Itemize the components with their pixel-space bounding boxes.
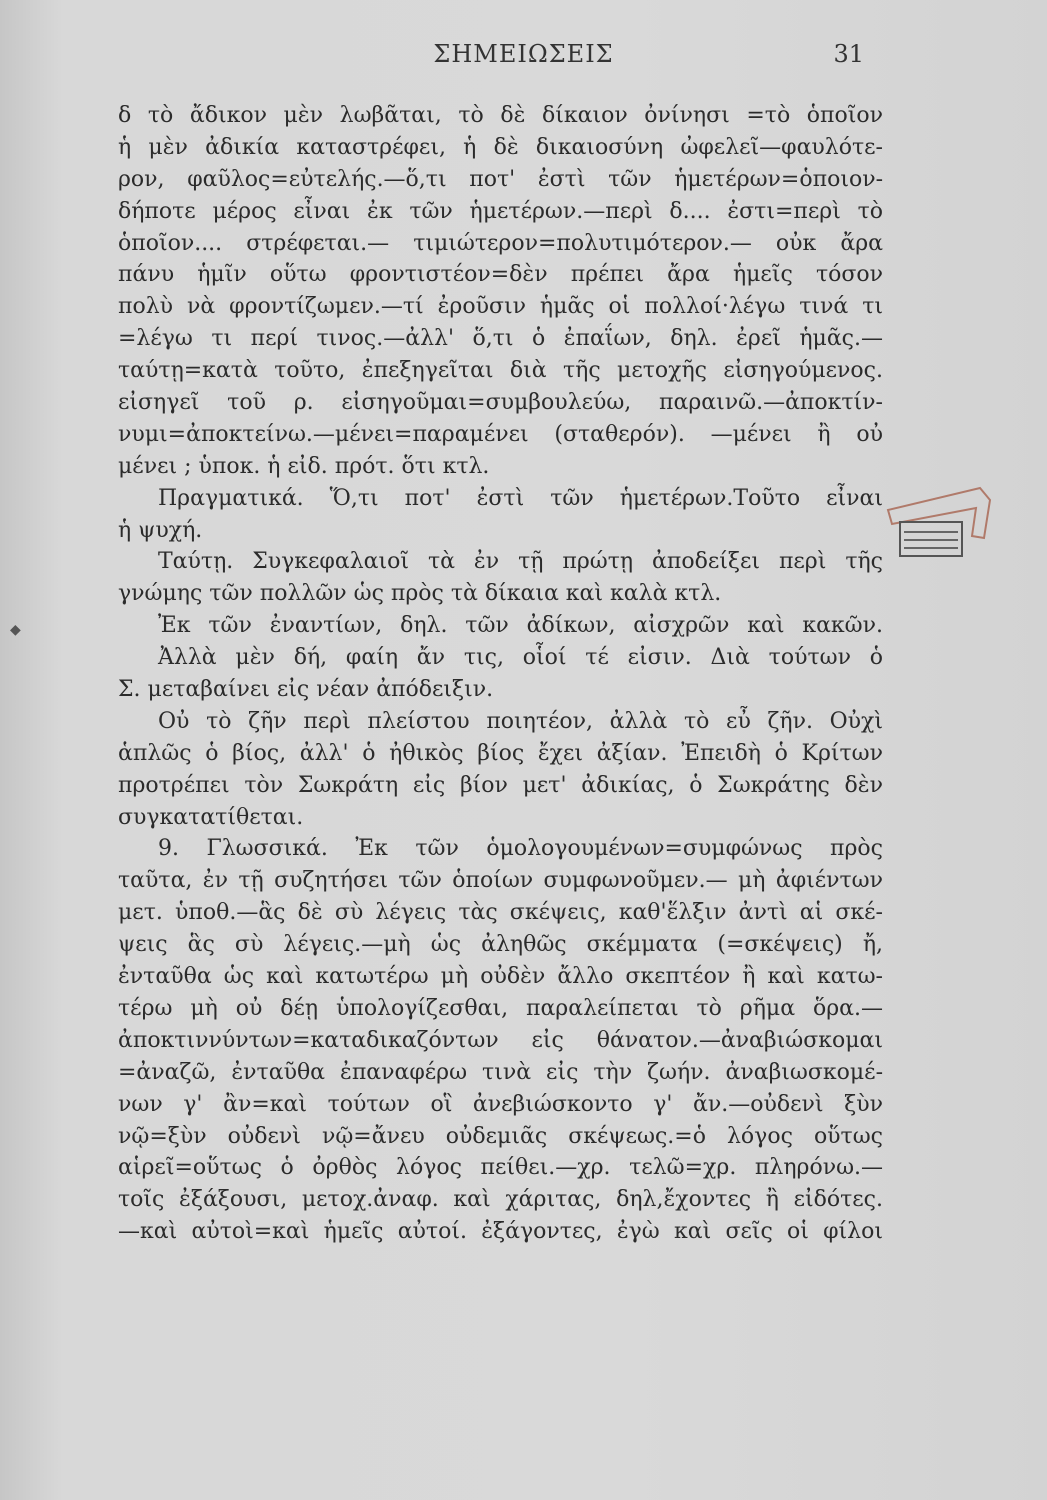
text-line: =ἀναζῶ, ἐνταῦθα ἐπαναφέρω τινὰ εἰς τὴν ζωήν. ἀναβιωσκομέ-: [118, 1059, 883, 1085]
text-line: τέρω μὴ οὐ δέῃ ὑπολογίζεσθαι, παραλείπεται τὸ ρῆμα ὅρα.—: [118, 995, 883, 1021]
text-line: ὁποῖον.... στρέφεται.— τιμιώτερον=πολυτιμότερον.— οὐκ ἄρα: [118, 230, 883, 256]
text-line: προτρέπει τὸν Σωκράτη εἰς βίον μετ' ἀδικίας, ὁ Σωκράτης δὲν: [118, 772, 883, 798]
text-line: —καὶ αὐτοὶ=καὶ ἡμεῖς αὐτοί. ἐξάγοντες, ἐγὼ καὶ σεῖς οἱ φίλοι: [118, 1219, 883, 1245]
text-line: τοῖς ἐξάξουσι, μετοχ.ἀναφ. καὶ χάριτας, δηλ,ἔχοντες ἢ εἰδότες.: [118, 1187, 883, 1213]
margin-mark: ◆: [10, 622, 21, 638]
text-line: γνώμης τῶν πολλῶν ὡς πρὸς τὰ δίκαια καὶ καλὰ κτλ.: [118, 581, 722, 607]
text-line: ἡ ψυχή.: [118, 517, 203, 543]
pencil-sketch-icon: [880, 478, 998, 568]
notes-body: [118, 100, 883, 1248]
page-header: [0, 40, 1047, 80]
text-line: Ταύτῃ. Συγκεφαλαιοῖ τὰ ἐν τῇ πρώτῃ ἀποδείξει περὶ τῆς: [158, 549, 883, 575]
text-line: εἰσηγεῖ τοῦ ρ. εἰσηγοῦμαι=συμβουλεύω, παραινῶ.—ἀποκτίν-: [118, 390, 883, 416]
text-line: ἐνταῦθα ὡς καὶ κατωτέρω μὴ οὐδὲν ἄλλο σκεπτέον ἢ καὶ κατω-: [118, 964, 883, 990]
text-line: ταύτῃ=κατὰ τοῦτο, ἐπεξηγεῖται διὰ τῆς μετοχῆς εἰσηγούμενος.: [118, 358, 883, 384]
text-line: δ τὸ ἄδικον μὲν λωβᾶται, τὸ δὲ δίκαιον ὀνίνησι =τὸ ὁποῖον: [118, 103, 883, 128]
running-title: ΣΗΜΕΙΩΣΕΙΣ: [433, 40, 614, 68]
text-line: 9. Γλωσσικά. Ἐκ τῶν ὁμολογουμένων=συμφώνως πρὸς: [158, 836, 883, 862]
text-line: πάνυ ἡμῖν οὕτω φροντιστέον=δὲν πρέπει ἄρα ἡμεῖς τόσον: [118, 262, 883, 288]
text-line: ταῦτα, ἐν τῇ συζητήσει τῶν ὁποίων συμφωνοῦμεν.— μὴ ἀφιέντων: [118, 868, 883, 894]
text-line: ἡ μὲν ἀδικία καταστρέφει, ἡ δὲ δικαιοσύνη ὠφελεῖ—φαυλότε-: [118, 134, 883, 160]
page-number: 31: [833, 40, 864, 68]
text-line: Ἐκ τῶν ἐναντίων, δηλ. τῶν ἀδίκων, αἰσχρῶν καὶ κακῶν.: [158, 613, 883, 639]
text-line: νυμι=ἀποκτείνω.—μένει=παραμένει (σταθερόν). —μένει ἢ οὐ: [118, 421, 883, 447]
text-line: ρον, φαῦλος=εὐτελής.—ὅ,τι ποτ' ἐστὶ τῶν ἡμετέρων=ὁποιον-: [118, 166, 883, 192]
text-line: =λέγω τι περί τινος.—ἀλλ' ὅ,τι ὁ ἐπαΐων, δηλ. ἐρεῖ ἡμᾶς.—: [118, 326, 883, 352]
text-line: ἀποκτιννύντων=καταδικαζόντων εἰς θάνατον.—ἀναβιώσκομαι: [118, 1027, 883, 1053]
text-line: Ἀλλὰ μὲν δή, φαίη ἄν τις, οἷοί τέ εἰσιν. Διὰ τούτων ὁ: [158, 645, 883, 671]
text-line: πολὺ νὰ φροντίζωμεν.—τί ἐροῦσιν ἡμᾶς οἱ πολλοί·λέγω τινά τι: [118, 294, 883, 320]
text-line: συγκατατίθεται.: [118, 804, 304, 830]
text-line: Οὐ τὸ ζῆν περὶ πλείστου ποιητέον, ἀλλὰ τὸ εὖ ζῆν. Οὐχὶ: [158, 708, 883, 734]
text-line: ἁπλῶς ὁ βίος, ἀλλ' ὁ ἠθικὸς βίος ἔχει ἀξίαν. Ἐπειδὴ ὁ Κρίτων: [118, 740, 883, 766]
text-line: νων γ' ἂν=καὶ τούτων οἳ ἀνεβιώσκοντο γ' ἄν.—οὐδενὶ ξὺν: [118, 1091, 883, 1117]
text-line: δήποτε μέρος εἶναι ἐκ τῶν ἡμετέρων.—περὶ δ.... ἐστι=περὶ τὸ: [118, 198, 883, 224]
text-line: μετ. ὑποθ.—ἃς δὲ σὺ λέγεις τὰς σκέψεις, καθ'ἕλξιν ἀντὶ αἱ σκέ-: [118, 900, 883, 926]
text-line: Σ. μεταβαίνει εἰς νέαν ἀπόδειξιν.: [118, 677, 494, 703]
text-line: Πραγματικά. Ὅ,τι ποτ' ἐστὶ τῶν ἡμετέρων.Τοῦτο εἶναι: [158, 485, 883, 511]
text-line: αἱρεῖ=οὕτως ὁ ὀρθὸς λόγος πείθει.—χρ. τελῶ=χρ. πληρόνω.—: [118, 1155, 883, 1181]
text-line: νῷ=ξὺν οὐδενὶ νῷ=ἄνευ οὐδεμιᾶς σκέψεως.=ὁ λόγος οὕτως: [118, 1123, 883, 1149]
text-line: ψεις ἃς σὺ λέγεις.—μὴ ὡς ἀληθῶς σκέμματα (=σκέψεις) ἤ,: [118, 932, 883, 958]
text-line: μένει ; ὑποκ. ἡ εἰδ. πρότ. ὅτι κτλ.: [118, 453, 490, 479]
